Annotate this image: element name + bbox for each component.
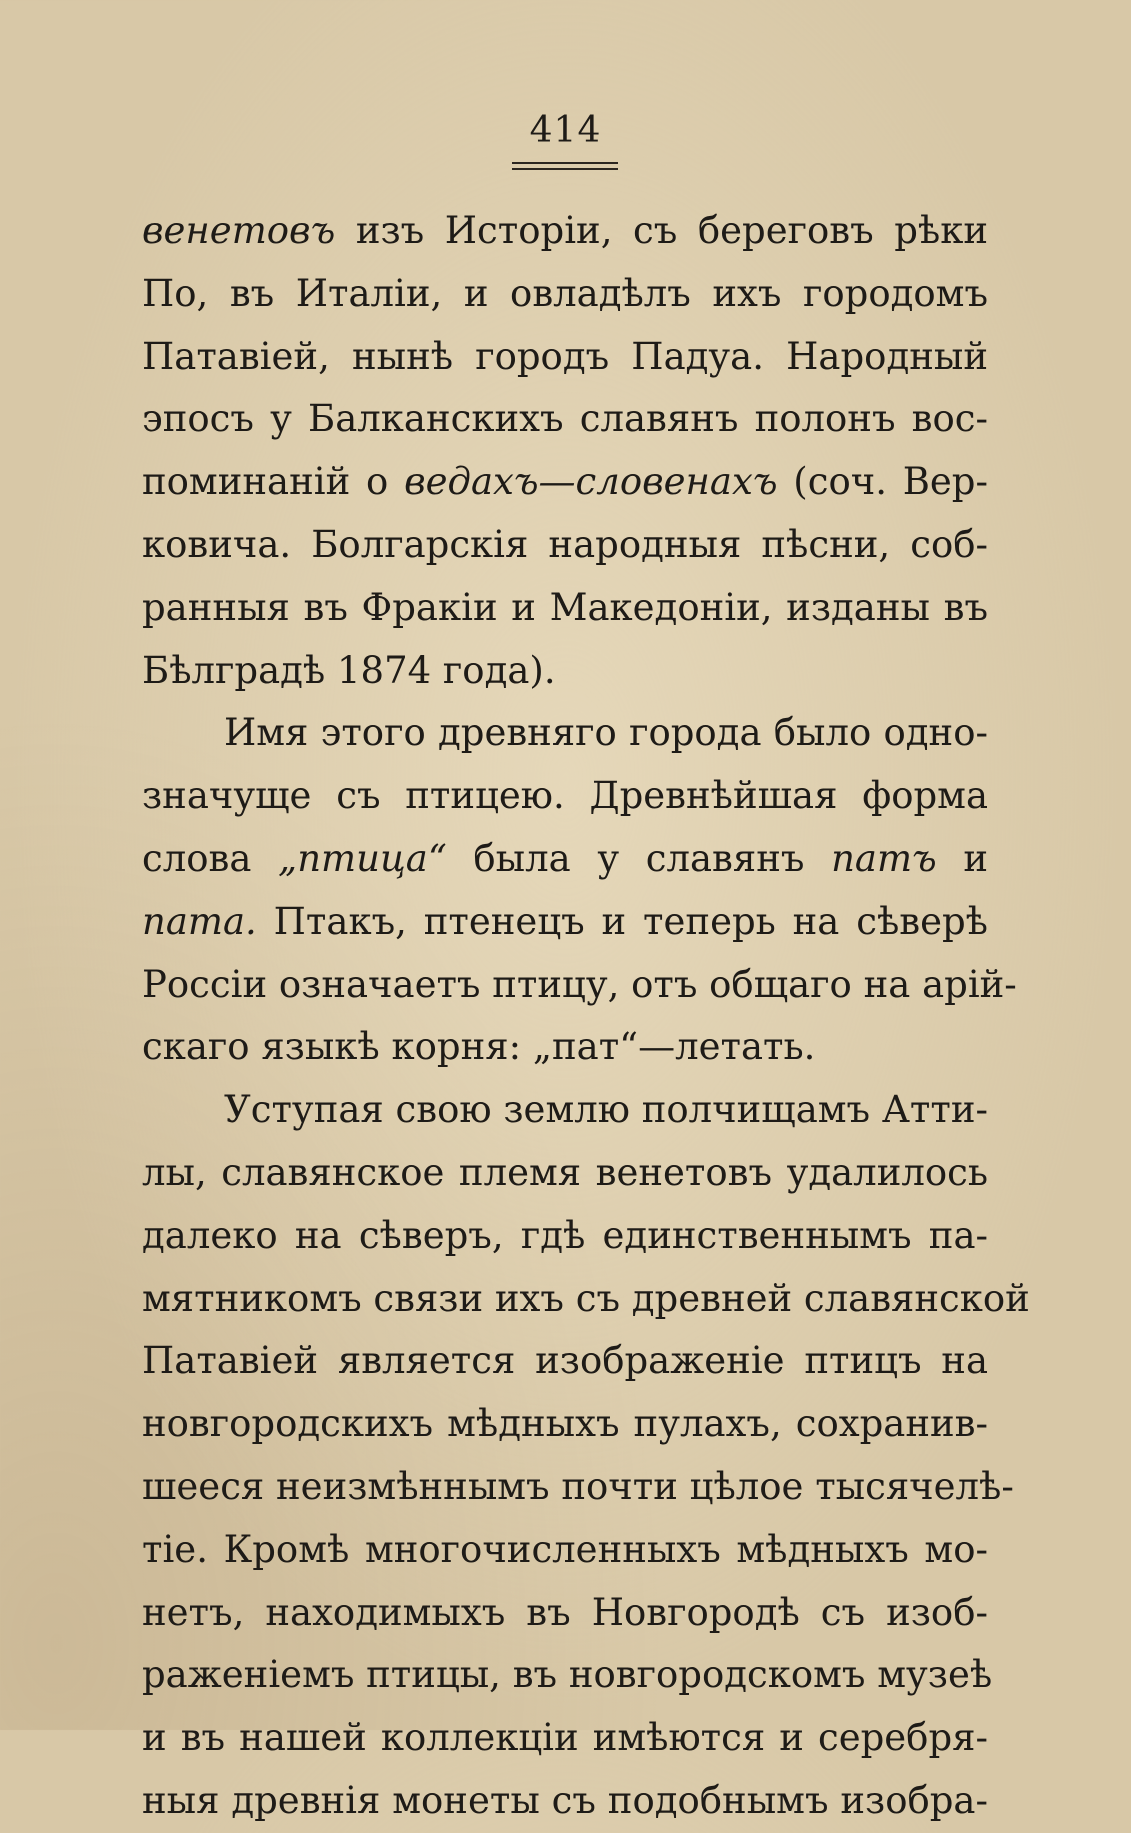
text-line: и въ нашей коллекціи имѣются и серебря- (142, 1716, 988, 1760)
header-rule-bottom (512, 168, 618, 170)
text-line: Патавіей, нынѣ городъ Падуа. Народный (142, 334, 988, 378)
text-line (142, 828, 988, 891)
italic-word: „птица“ (278, 836, 447, 880)
text-line: ныя древнія монеты съ подобнымъ изобра- (142, 1778, 988, 1822)
italic-word: венетовъ (142, 209, 336, 252)
text-line (142, 891, 988, 954)
paragraph-2 (142, 702, 1017, 1079)
text-line: Уступая свою землю полчищамъ Атти- (224, 1088, 988, 1132)
italic-word: патъ (831, 836, 937, 880)
text-line: мятникомъ связи ихъ съ древней славянской (142, 1276, 1030, 1320)
line-text: (соч. Вер- (777, 460, 988, 504)
italic-phrase: ведахъ—словенахъ (404, 460, 778, 504)
line-text: была у славянъ (446, 836, 832, 880)
text-line: эпосъ у Балканскихъ славянъ полонъ вос- (142, 397, 988, 441)
body-text (142, 200, 1030, 1833)
line-text: поминаній о (142, 460, 405, 504)
text-line: Россіи означаетъ птицу, отъ общаго на арій- (142, 962, 1017, 1006)
text-line: лы, славянское племя венетовъ удалилось (142, 1150, 988, 1194)
text-line: Патавіей является изображеніе птицъ на (142, 1339, 988, 1383)
text-line: тіе. Кромѣ многочисленныхъ мѣдныхъ мо- (142, 1527, 988, 1571)
line-text: и (936, 836, 989, 880)
text-line: шееся неизмѣннымъ почти цѣлое тысячелѣ- (142, 1464, 1014, 1508)
line-text: изъ Исторіи, съ береговъ рѣки (335, 209, 988, 252)
text-line: Имя этого древняго города было одно- (224, 711, 988, 755)
italic-word: пата. (142, 899, 257, 943)
line-text: слова (142, 836, 279, 880)
text-line: значуще съ птицею. Древнѣйшая форма (142, 774, 988, 818)
text-line (142, 451, 988, 514)
paragraph-1 (142, 200, 988, 702)
text-line (142, 200, 988, 263)
text-line: ковича. Болгарскія народныя пѣсни, соб- (142, 522, 988, 566)
text-line: новгородскихъ мѣдныхъ пулахъ, сохранив- (142, 1402, 988, 1446)
line-text: Птакъ, птенецъ и теперь на сѣверѣ (256, 899, 988, 943)
page-number: 414 (529, 110, 602, 151)
header-rule-top (512, 162, 618, 164)
text-line: скаго языкѣ корня: „пат“—летать. (142, 1025, 816, 1069)
text-line: ранныя въ Фракіи и Македоніи, изданы въ (142, 585, 988, 629)
text-line: далеко на сѣверъ, гдѣ единственнымъ па- (142, 1213, 988, 1257)
text-line: По, въ Италіи, и овладѣлъ ихъ городомъ (142, 271, 988, 315)
text-line: нетъ, находимыхъ въ Новгородѣ съ изоб- (142, 1590, 988, 1634)
paragraph-3 (142, 1079, 1030, 1833)
text-line: раженіемъ птицы, въ новгородскомъ музеѣ (142, 1653, 993, 1697)
text-line: Бѣлградѣ 1874 года). (142, 648, 556, 692)
